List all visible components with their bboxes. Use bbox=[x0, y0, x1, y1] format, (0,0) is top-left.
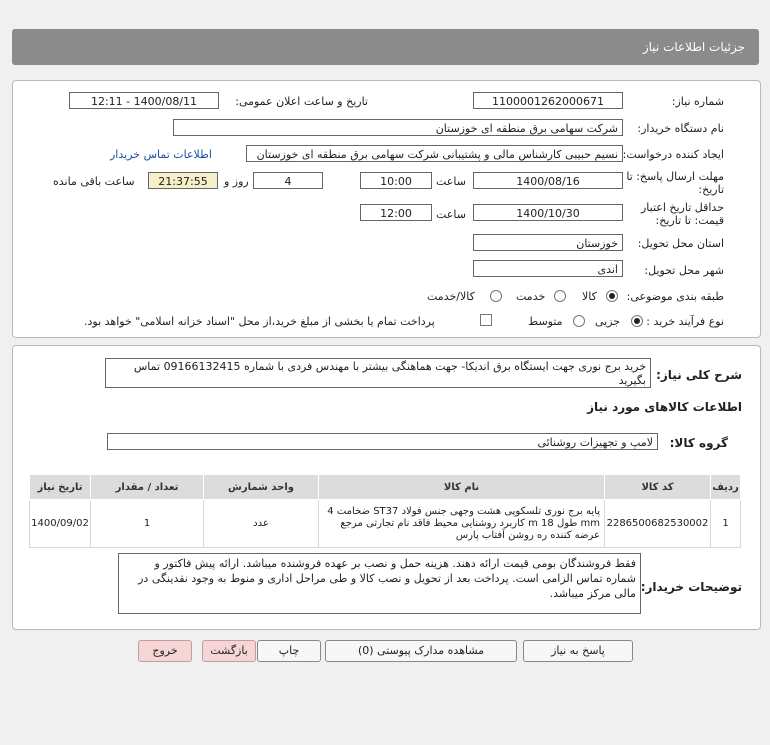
requester-label: ایجاد کننده درخواست: bbox=[622, 148, 724, 161]
announce-datetime-field: 1400/08/11 - 12:11 bbox=[69, 92, 219, 109]
city-label: شهر محل تحویل: bbox=[644, 264, 724, 277]
category-goods-service-radio[interactable] bbox=[490, 290, 502, 302]
buyer-notes-field: فقط فروشندگان بومی قیمت ارائه دهند. هزینه حمل و نصب بر عهده فروشنده میباشد. ارائه پیش فاکتور و شماره تماس الزامی است. پرداخت بعد از تحویل و نصب کالا و طی مراحل اداری و منوط به وجود نقدینگی در مالی مرکز میباشد. bbox=[118, 553, 641, 614]
need-number-field: 1100001262000671 bbox=[473, 92, 623, 109]
need-date-cell: 1400/09/02 bbox=[30, 500, 91, 548]
days-remaining-field: 4 bbox=[253, 172, 323, 189]
col-item-code: کد کالا bbox=[605, 475, 711, 500]
buyer-org-field: شرکت سهامی برق منطقه ای خوزستان bbox=[173, 119, 623, 136]
col-row-number: ردیف bbox=[711, 475, 741, 500]
item-name-cell: پایه برج نوری تلسکوپی هشت وجهی جنس فولاد ST37 ضخامت 4 mm طول 18 m کاربرد روشنایی محیط فاقد نام تجارتی مرجع عرضه کننده ره روشن آفتاب پارس bbox=[319, 500, 605, 548]
back-button[interactable]: بازگشت bbox=[202, 640, 256, 662]
category-service-radio[interactable] bbox=[554, 290, 566, 302]
process-medium-label: متوسط bbox=[528, 315, 563, 328]
col-item-name: نام کالا bbox=[319, 475, 605, 500]
col-need-date: تاریخ نیاز bbox=[30, 475, 91, 500]
city-field: اندی bbox=[473, 260, 623, 277]
row-number-cell: 1 bbox=[711, 500, 741, 548]
province-field: خوزستان bbox=[473, 234, 623, 251]
goods-group-label: گروه کالا: bbox=[669, 436, 728, 450]
exit-button[interactable]: خروج bbox=[138, 640, 192, 662]
page-title: جزئیات اطلاعات نیاز bbox=[642, 40, 745, 54]
deadline-date-field: 1400/08/16 bbox=[473, 172, 623, 189]
category-goods-radio[interactable] bbox=[606, 290, 618, 302]
validity-time-field: 12:00 bbox=[360, 204, 432, 221]
validity-time-label: ساعت bbox=[436, 208, 466, 221]
deadline-label-line2: تاریخ: bbox=[698, 183, 724, 196]
treasury-checkbox[interactable] bbox=[480, 314, 492, 326]
attachments-button[interactable]: مشاهده مدارک پیوستی (0) bbox=[325, 640, 517, 662]
deadline-label-line1: مهلت ارسال پاسخ: تا bbox=[626, 170, 724, 183]
requester-field: نسیم حبیبی کارشناس مالی و پشتیبانی شرکت سهامی برق منطقه ای خوزستان bbox=[246, 145, 623, 162]
deadline-time-field: 10:00 bbox=[360, 172, 432, 189]
category-goods-label: کالا bbox=[582, 290, 597, 303]
treasury-note: پرداخت تمام یا بخشی از مبلغ خرید،از محل "اسناد خزانه اسلامی" خواهد بود. bbox=[84, 315, 435, 328]
items-table bbox=[29, 474, 741, 548]
col-quantity: تعداد / مقدار bbox=[91, 475, 204, 500]
validity-label-line1: حداقل تاریخ اعتبار bbox=[640, 201, 724, 214]
process-medium-radio[interactable] bbox=[573, 315, 585, 327]
summary-field: خرید برج نوری جهت ایستگاه برق اندیکا- جهت هماهنگی بیشتر با مهندس فردی با شماره 09166132415 تماس بگیرید bbox=[105, 358, 651, 388]
quantity-cell: 1 bbox=[91, 500, 204, 548]
print-button[interactable]: چاپ bbox=[257, 640, 321, 662]
table-row bbox=[30, 500, 741, 548]
category-service-label: خدمت bbox=[516, 290, 546, 303]
reply-button[interactable]: پاسخ به نیاز bbox=[523, 640, 633, 662]
buyer-notes-label: توضیحات خریدار: bbox=[640, 580, 742, 594]
page-header bbox=[12, 29, 759, 65]
unit-cell: عدد bbox=[204, 500, 319, 548]
category-label: طبقه بندی موضوعی: bbox=[626, 290, 724, 303]
buyer-contact-link[interactable]: اطلاعات تماس خریدار bbox=[110, 148, 212, 161]
process-label: نوع فرآیند خرید : bbox=[646, 315, 724, 328]
province-label: استان محل تحویل: bbox=[637, 237, 724, 250]
buyer-org-label: نام دستگاه خریدار: bbox=[637, 122, 724, 135]
need-number-label: شماره نیاز: bbox=[671, 95, 724, 108]
deadline-time-label: ساعت bbox=[436, 175, 466, 188]
goods-group-field: لامپ و تجهیزات روشنائی bbox=[107, 433, 658, 450]
validity-label-line2: قیمت: تا تاریخ: bbox=[655, 214, 724, 227]
col-unit: واحد شمارش bbox=[204, 475, 319, 500]
process-minor-radio[interactable] bbox=[631, 315, 643, 327]
remaining-label: ساعت باقی مانده bbox=[53, 175, 135, 188]
days-label: روز و bbox=[224, 175, 249, 188]
item-code-cell: 2286500682530002 bbox=[605, 500, 711, 548]
items-table-header bbox=[30, 475, 741, 500]
announce-label: تاریخ و ساعت اعلان عمومی: bbox=[235, 95, 368, 108]
category-goods-service-label: کالا/خدمت bbox=[427, 290, 475, 303]
validity-date-field: 1400/10/30 bbox=[473, 204, 623, 221]
process-minor-label: جزیی bbox=[595, 315, 621, 328]
items-section-title: اطلاعات کالاهای مورد نیاز bbox=[587, 400, 742, 414]
summary-label: شرح کلی نیاز: bbox=[656, 368, 742, 382]
remaining-time-field: 21:37:55 bbox=[148, 172, 218, 189]
